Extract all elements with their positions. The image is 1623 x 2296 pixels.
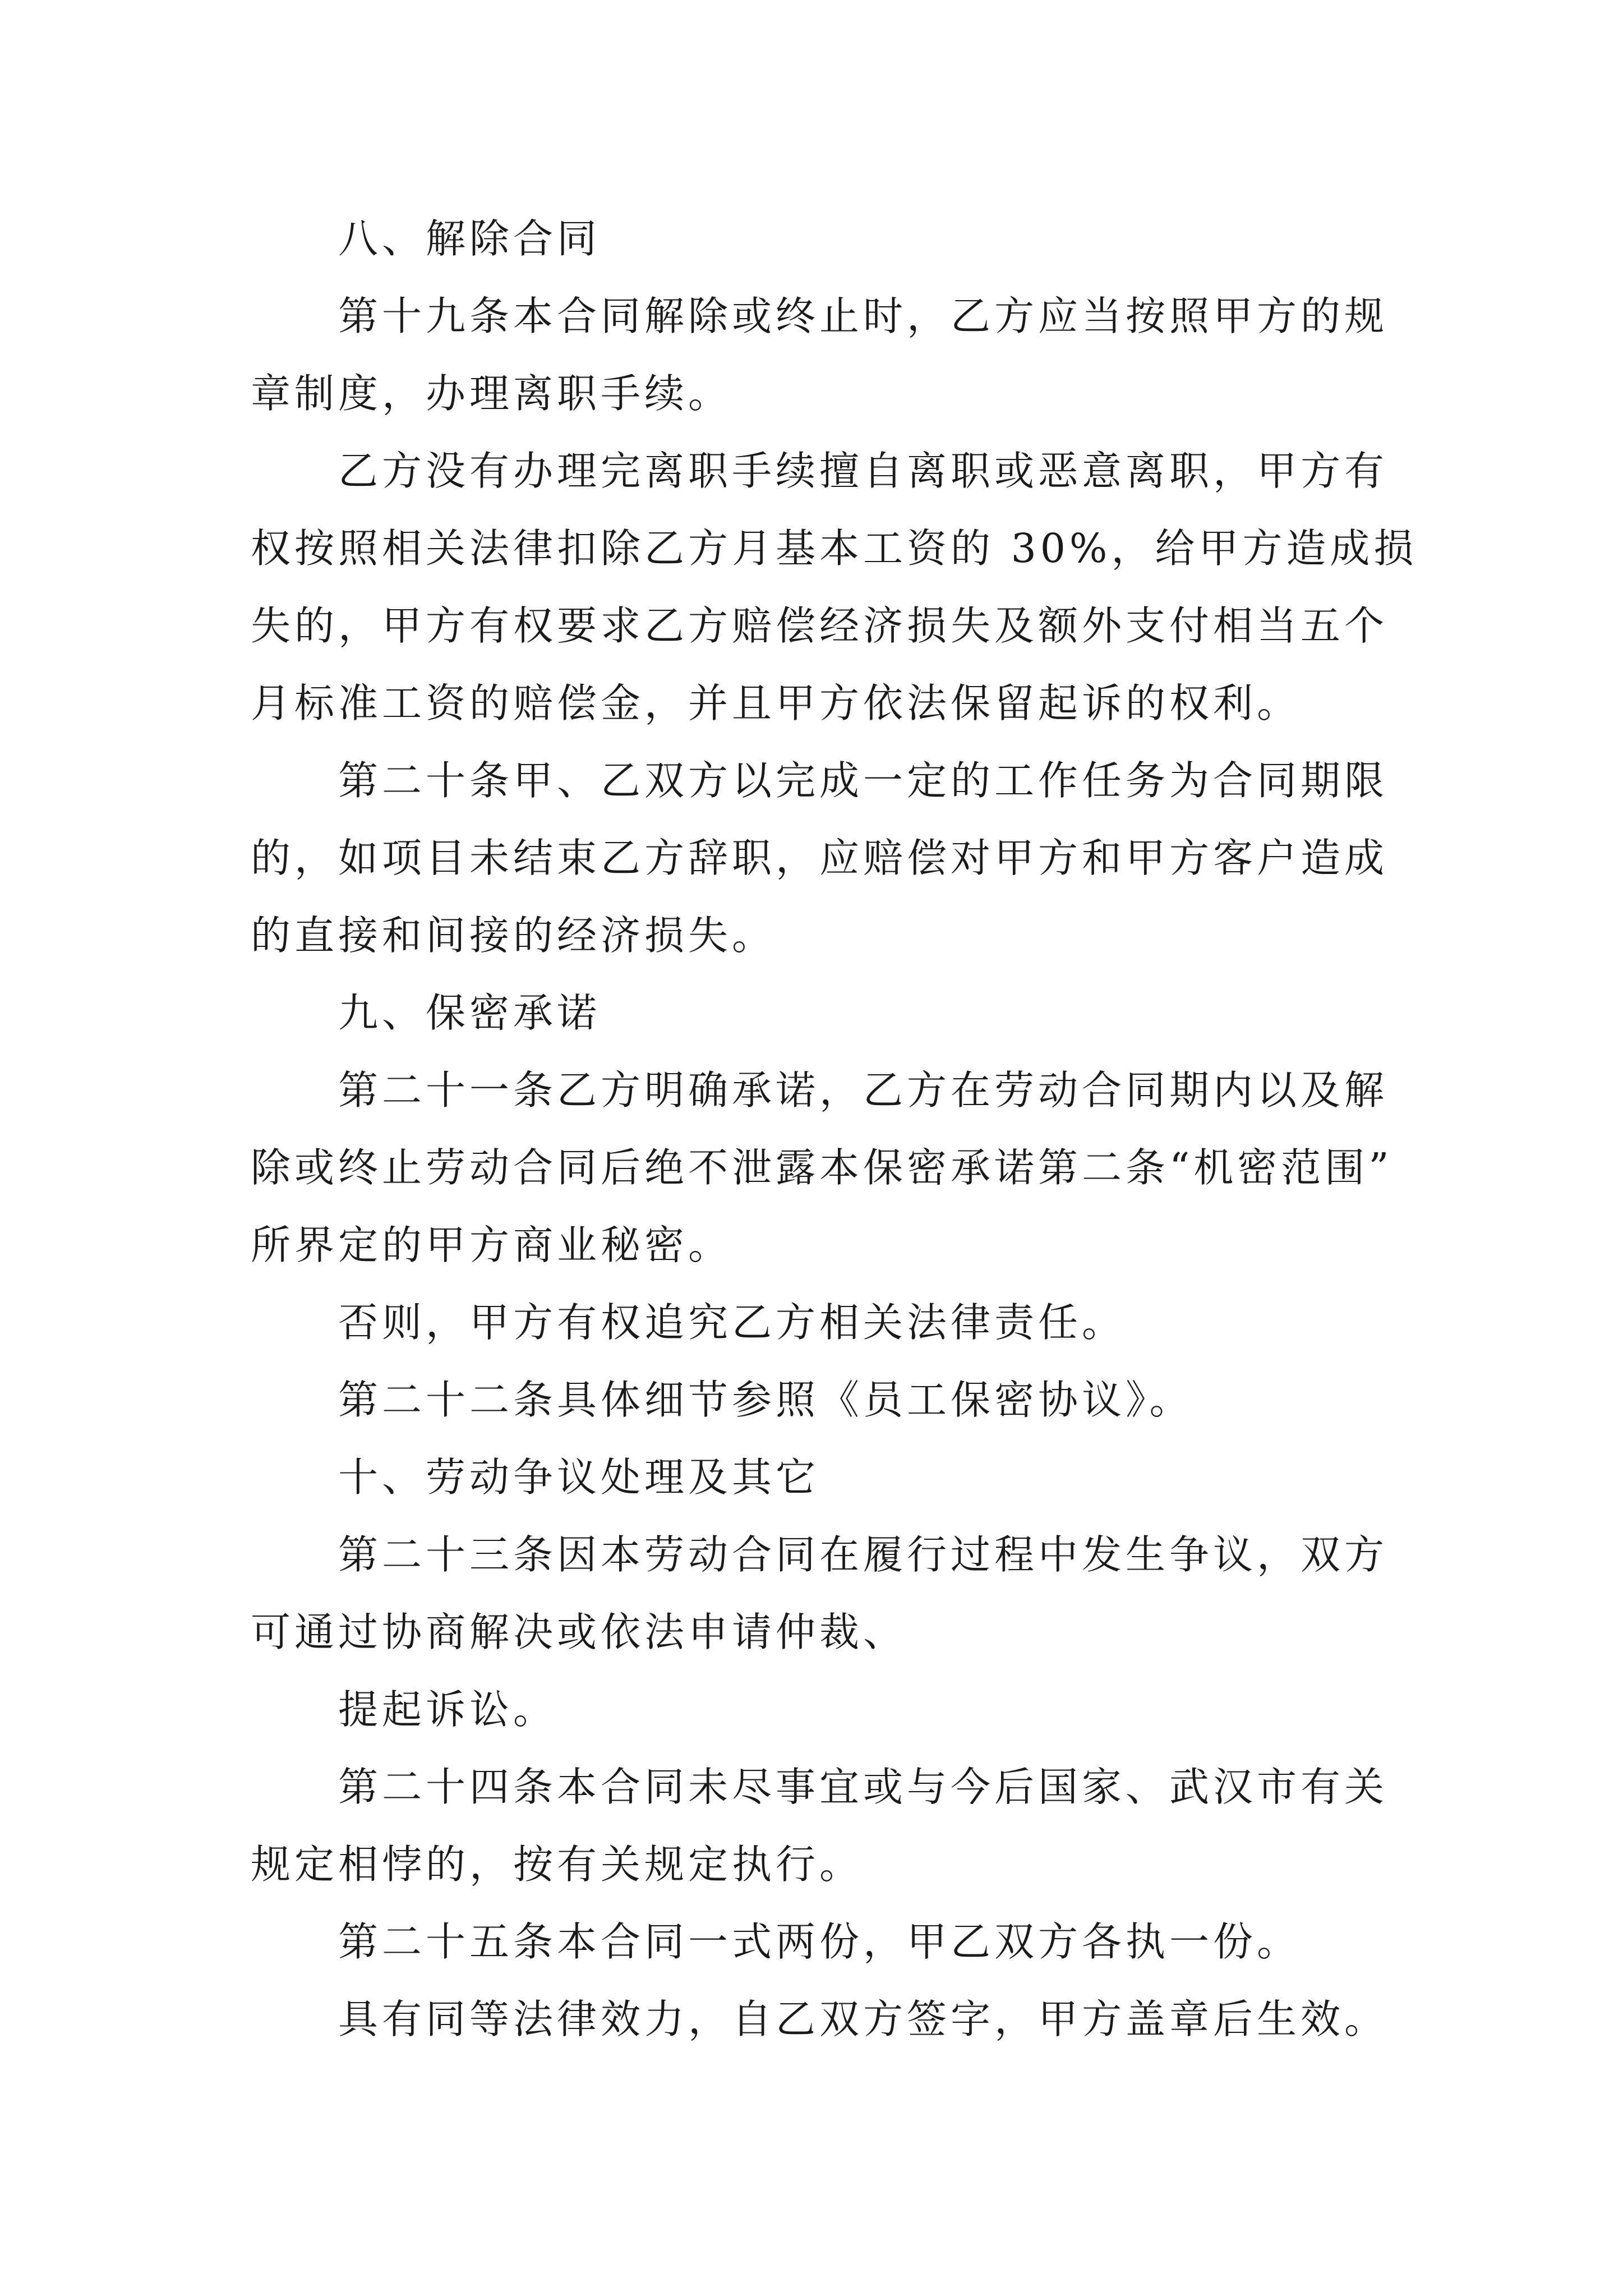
paragraph-line: 除或终止劳动合同后绝不泄露本保密承诺第二条“机密范围”: [251, 1144, 1393, 1191]
paragraph-line: 乙方没有办理完离职手续擅自离职或恶意离职，甲方有: [338, 448, 1389, 494]
paragraph-line: 的直接和间接的经济损失。: [251, 912, 776, 959]
paragraph-line: 的，如项目未结束乙方辞职，应赔偿对甲方和甲方客户造成: [251, 835, 1389, 881]
paragraph-line: 第二十条甲、乙双方以完成一定的工作任务为合同期限: [338, 757, 1389, 804]
paragraph-line: 失的，甲方有权要求乙方赔偿经济损失及额外支付相当五个: [251, 602, 1389, 649]
section-heading: 八、解除合同: [338, 215, 601, 262]
paragraph-line: 否则，甲方有权追究乙方相关法律责任。: [338, 1299, 1126, 1346]
paragraph-line: 第二十一条乙方明确承诺，乙方在劳动合同期内以及解: [338, 1067, 1389, 1114]
paragraph-line: 第二十四条本合同未尽事宜或与今后国家、武汉市有关: [338, 1764, 1389, 1810]
paragraph-line: 所界定的甲方商业秘密。: [251, 1222, 732, 1268]
paragraph-line: 具有同等法律效力，自乙双方签字，甲方盖章后生效。: [338, 1996, 1389, 2042]
paragraph-line: 权按照相关法律扣除乙方月基本工资的 30%，给甲方造成损: [251, 525, 1418, 572]
paragraph-line: 月标准工资的赔偿金，并且甲方依法保留起诉的权利。: [251, 680, 1301, 726]
paragraph-line: 第二十三条因本劳动合同在履行过程中发生争议，双方: [338, 1531, 1389, 1578]
section-heading: 九、保密承诺: [338, 990, 601, 1036]
document-body: [251, 200, 1428, 2058]
paragraph-line: 第二十二条具体细节参照《员工保密协议》。: [338, 1377, 1193, 1423]
paragraph-line: 第二十五条本合同一式两份，甲乙双方各执一份。: [338, 1918, 1301, 1965]
section-heading: 十、劳动争议处理及其它: [338, 1454, 820, 1501]
paragraph-line: 章制度，办理离职手续。: [251, 370, 732, 417]
paragraph-line: 第十九条本合同解除或终止时，乙方应当按照甲方的规: [338, 293, 1389, 339]
paragraph-line: 可通过协商解决或依法申请仲裁、: [251, 1609, 907, 1655]
paragraph-line: 提起诉讼。: [338, 1686, 557, 1733]
paragraph-line: 规定相悖的，按有关规定执行。: [251, 1841, 864, 1888]
